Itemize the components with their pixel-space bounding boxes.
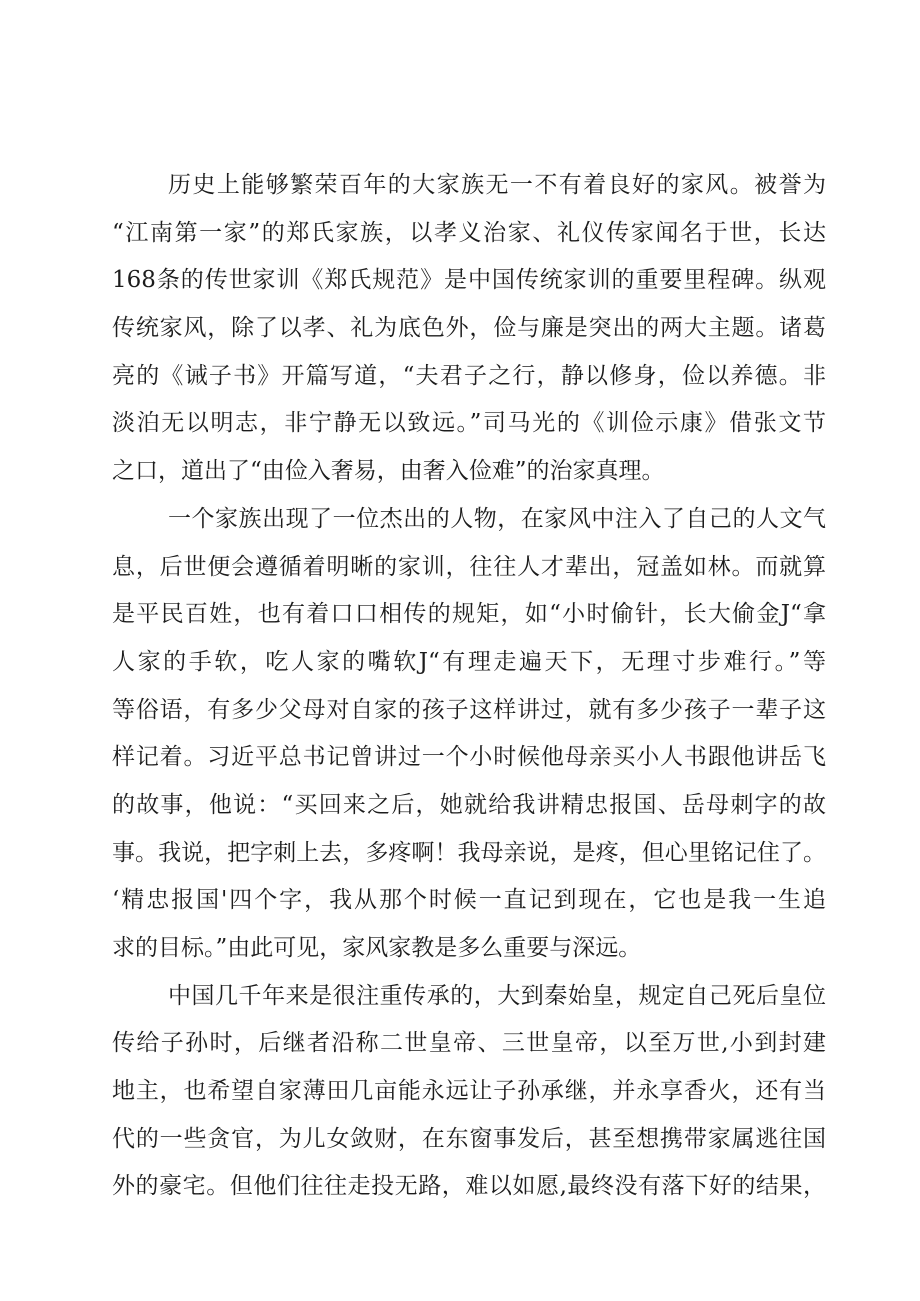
- paragraph-1: [112, 162, 826, 496]
- text-line: 历史上能够繁荣百年的大家族无一不有着良好的家风。被誉为: [168, 172, 826, 198]
- text-line: 息，后世便会遵循着明晰的家训，往往人才辈出，冠盖如林。而就算: [112, 553, 826, 580]
- text-line: 事。我说，把字刺上去，多疼啊！我母亲说，是疼，但心里铭记住了。: [112, 839, 826, 866]
- text-line: ‘精忠报国'四个字，我从那个时候一直记到现在，它也是我一生追: [112, 887, 826, 914]
- text-line: “江南第一家”的郑氏家族，以孝义治家、礼仪传家闻名于世，长达: [112, 219, 826, 246]
- text-line: 代的一些贪官，为儿女敛财，在东窗事发后，甚至想携带家属逃往国: [112, 1125, 826, 1152]
- text-line: 地主，也希望自家薄田几亩能永远让子孙承继，并永享香火，还有当: [112, 1078, 826, 1105]
- text-line: 一个家族出现了一位杰出的人物，在家风中注入了自己的人文气: [168, 505, 826, 532]
- text-line: 等俗语，有多少父母对自家的孩子这样讲过，就有多少孩子一辈子这: [112, 696, 826, 723]
- text-line: 传统家风，除了以孝、礼为底色外，俭与廉是突出的两大主题。诸葛: [112, 315, 826, 342]
- paragraph-3: [112, 973, 826, 1211]
- text-line: 中国几千年来是很注重传承的，大到秦始皇，规定自己死后皇位: [168, 982, 826, 1009]
- text-line: 之口，道出了“由俭入奢易，由奢入俭难”的治家真理。: [112, 458, 665, 485]
- text-line: 样记着。习近平总书记曾讲过一个小时候他母亲买小人书跟他讲岳飞: [112, 744, 826, 771]
- document-body: [112, 162, 826, 1211]
- text-line: 人家的手软，吃人家的嘴软J“有理走遍天下，无理寸步难行。”等: [112, 648, 826, 675]
- text-line: 传给子孙时，后继者沿称二世皇帝、三世皇帝，以至万世,小到封建: [112, 1030, 826, 1057]
- text-line: 168条的传世家训《郑氏规范》是中国传统家训的重要里程碑。纵观: [112, 267, 826, 294]
- text-line: 淡泊无以明志，非宁静无以致远。”司马光的《训俭示康》借张文节: [112, 410, 826, 437]
- text-line: 求的目标。”由此可见，家风家教是多么重要与深远。: [112, 935, 642, 961]
- text-line: 的故事，他说：“买回来之后，她就给我讲精忠报国、岳母刺字的故: [112, 791, 826, 818]
- paragraph-2: [112, 496, 826, 973]
- text-line: 是平民百姓，也有着口口相传的规矩，如“小时偷针，长大偷金J“拿: [112, 601, 826, 628]
- text-line: 外的豪宅。但他们往往走投无路，难以如愿,最终没有落下好的结果，: [112, 1173, 826, 1200]
- text-line: 亮的《诫子书》开篇写道，“夫君子之行，静以修身，俭以养德。非: [112, 362, 826, 389]
